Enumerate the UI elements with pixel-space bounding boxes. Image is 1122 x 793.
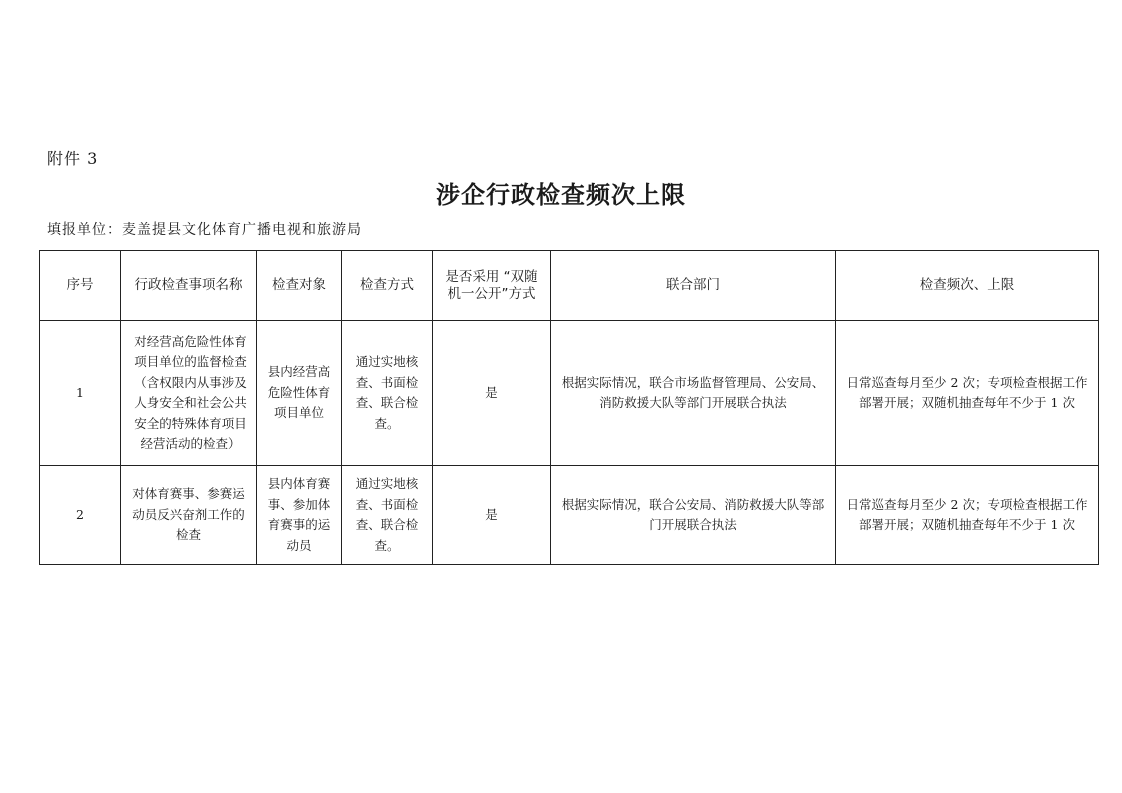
header-index: 序号 [40,251,121,321]
inspection-frequency-table [39,250,1099,565]
header-target: 检查对象 [257,251,342,321]
row-double-random: 是 [433,321,551,466]
row-frequency: 日常巡查每月至少 2 次；专项检查根据工作部署开展；双随机抽查每年不少于 1 次 [836,466,1099,565]
row-index: 1 [40,321,121,466]
row-target: 县内经营高危险性体育项目单位 [257,321,342,466]
table-header-row [40,251,1099,321]
row-method: 通过实地核查、书面检查、联合检查。 [342,321,433,466]
row-frequency: 日常巡查每月至少 2 次；专项检查根据工作部署开展；双随机抽查每年不少于 1 次 [836,321,1099,466]
document-title: 涉企行政检查频次上限 [436,181,686,209]
row-method: 通过实地核查、书面检查、联合检查。 [342,466,433,565]
header-item-name: 行政检查事项名称 [121,251,257,321]
header-frequency: 检查频次、上限 [836,251,1099,321]
row-target: 县内体育赛事、参加体育赛事的运动员 [257,466,342,565]
row-double-random: 是 [433,466,551,565]
row-joint-departments: 根据实际情况，联合市场监督管理局、公安局、消防救援大队等部门开展联合执法 [551,321,836,466]
header-joint-departments: 联合部门 [551,251,836,321]
row-index: 2 [40,466,121,565]
row-joint-departments: 根据实际情况，联合公安局、消防救援大队等部门开展联合执法 [551,466,836,565]
table-row [40,321,1099,466]
attachment-label: 附件 3 [47,149,99,168]
header-method: 检查方式 [342,251,433,321]
table-row [40,466,1099,565]
row-item-name: 对体育赛事、参赛运动员反兴奋剂工作的检查 [121,466,257,565]
reporting-unit: 填报单位：麦盖提县文化体育广播电视和旅游局 [47,222,362,238]
row-item-name: 对经营高危险性体育项目单位的监督检查（含权限内从事涉及人身安全和社会公共安全的特殊体育项目经营活动的检查） [121,321,257,466]
header-double-random: 是否采用 “双随机一公开”方式 [433,251,551,321]
